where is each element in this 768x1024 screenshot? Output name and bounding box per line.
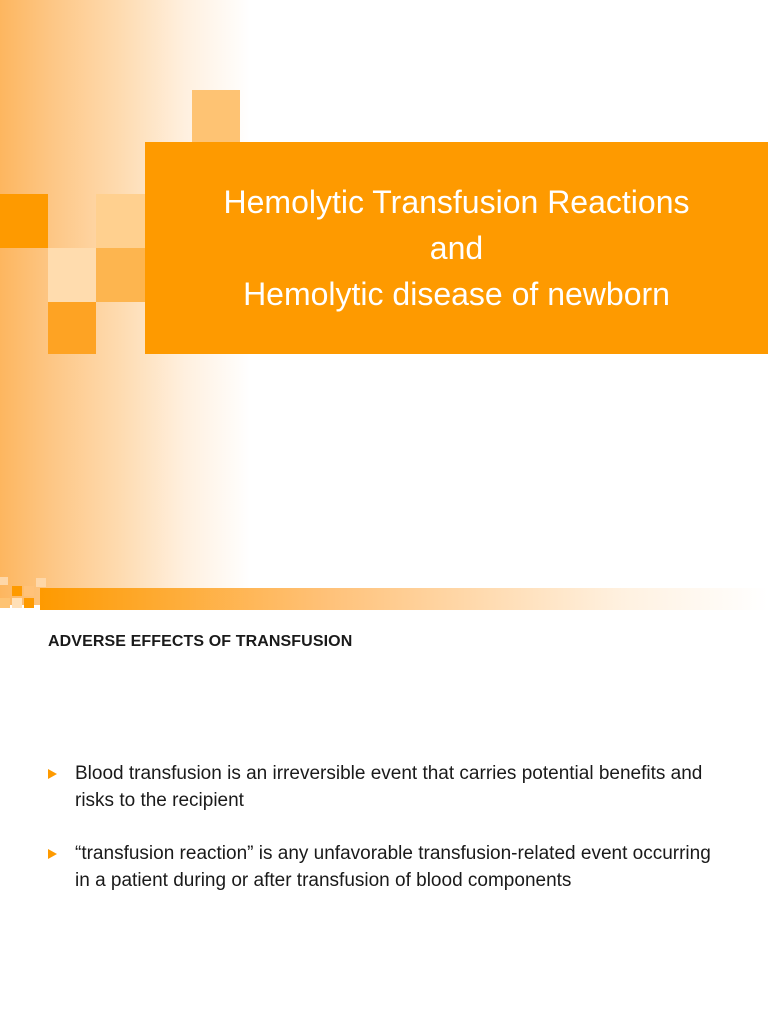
decor-pixel-square — [36, 578, 46, 587]
slide-separator-bar — [40, 588, 768, 610]
slide-title — [145, 142, 768, 354]
list-item — [48, 840, 728, 894]
title-line-1: Hemolytic Transfusion Reactions — [223, 184, 690, 220]
section-heading: ADVERSE EFFECTS OF TRANSFUSION — [48, 633, 353, 650]
decor-square — [0, 194, 48, 248]
decor-pixel-square — [12, 586, 22, 596]
arrow-bullet-icon — [48, 769, 57, 779]
bullet-list — [48, 760, 728, 920]
decor-pixel-square — [0, 598, 10, 608]
bullet-text: “transfusion reaction” is any unfavorable transfusion-related event occurring in a patient during or after transfusion of blood components — [75, 843, 711, 891]
decor-square — [48, 248, 96, 302]
title-line-3: Hemolytic disease of newborn — [243, 276, 670, 312]
decor-pixel-square — [12, 598, 22, 608]
decor-square — [48, 302, 96, 354]
decor-pixel-square — [24, 586, 34, 596]
bullet-text: Blood transfusion is an irreversible event that carries potential benefits and risks to the recipient — [75, 763, 703, 811]
decor-square — [96, 194, 145, 248]
decor-square — [192, 90, 240, 142]
decor-square — [96, 248, 145, 302]
title-line-2: and — [429, 230, 484, 266]
decor-pixel-square — [24, 598, 34, 608]
decor-pixel-square — [0, 577, 8, 585]
arrow-bullet-icon — [48, 849, 57, 859]
list-item — [48, 760, 728, 814]
